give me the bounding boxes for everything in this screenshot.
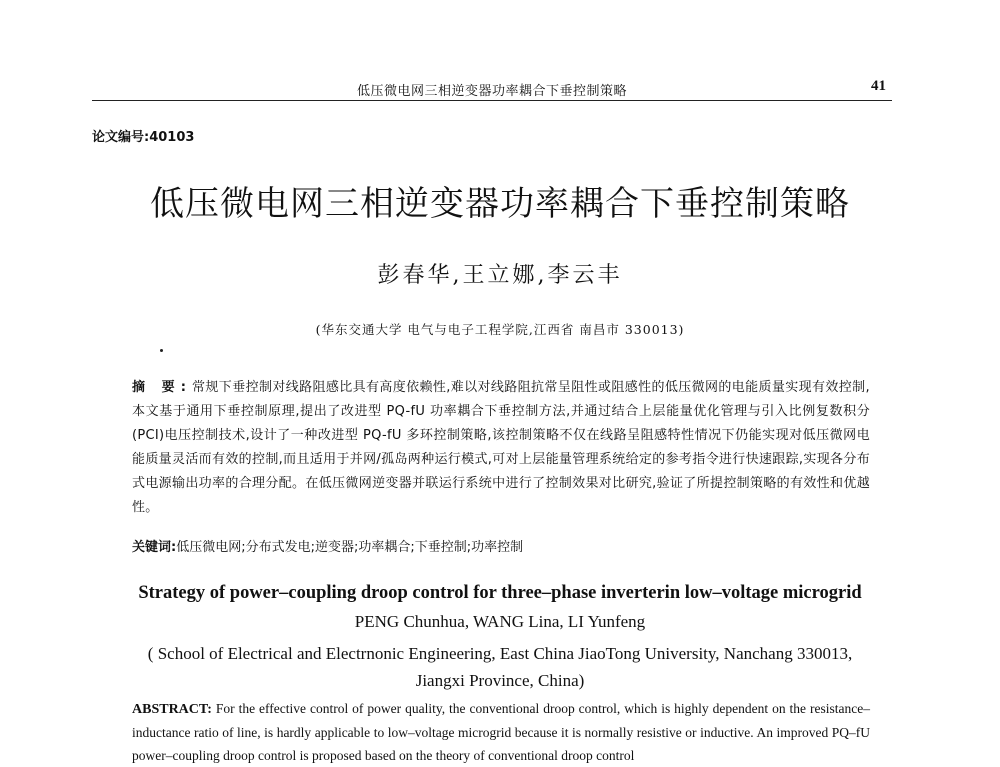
english-affiliation: ( School of Electrical and Electrnonic Engineering, East China JiaoTong University, Nanchang 330013, Jiangxi Province, China)	[147, 644, 853, 690]
english-authors: PENG Chunhua, WANG Lina, LI Yunfeng	[354, 612, 646, 631]
chinese-authors: 彭春华,王立娜,李云丰	[377, 263, 623, 288]
chinese-keywords-label: 关键词:	[132, 540, 177, 555]
stray-dot	[160, 349, 163, 352]
running-header	[92, 78, 892, 101]
chinese-affiliation: (华东交通大学 电气与电子工程学院,江西省 南昌市 330013)	[315, 322, 685, 337]
english-abstract-label: ABSTRACT:	[132, 702, 212, 717]
chinese-title: 低压微电网三相逆变器功率耦合下垂控制策略	[150, 184, 850, 224]
chinese-keywords	[132, 536, 870, 560]
english-title: Strategy of power–coupling droop control for three–phase inverterin low–voltage microgrid	[138, 583, 862, 603]
chinese-abstract	[132, 376, 870, 520]
running-title: 低压微电网三相逆变器功率耦合下垂控制策略	[356, 84, 627, 99]
chinese-abstract-label: 摘 要:	[132, 380, 192, 395]
english-abstract	[132, 697, 870, 767]
chinese-keywords-text: 低压微电网;分布式发电;逆变器;功率耦合;下垂控制;功率控制	[176, 540, 524, 555]
chinese-abstract-text: 常规下垂控制对线路阻感比具有高度依赖性,难以对线路阻抗常呈阻性或阻感性的低压微网的电能质量实现有效控制,本文基于通用下垂控制原理,提出了改进型 PQ-fU 功率耦合下垂控制方法,并通过结合上层能量优化管理与引入比例复数积分(PCI)电压控制技术,设计了一种改进型 PQ-fU 多环控制策略,该控制策略不仅在线路呈阻感特性情况下仍能实现对低压微网电能质量灵活而有效的控制,而且适用于并网/孤岛两种运行模式,可对上层能量管理系统给定的参考指令进行快速跟踪,实现各分布式电源输出功率的合理分配。在低压微网逆变器并联运行系统中进行了控制效果对比研究,验证了所提控制策略的有效性和优越性。	[132, 380, 870, 515]
paper-number: 论文编号:40103	[92, 130, 195, 145]
page-number: 41	[871, 78, 886, 94]
english-abstract-text: For the effective control of power quality, the conventional droop control, which is highly dependent on the resistance–inductance ratio of line, is hardly applicable to low–voltage microgrid because it is normally resistive or inductive. An improved PQ–fU power–coupling droop control is proposed based on the theory of conventional droop control	[132, 701, 870, 763]
